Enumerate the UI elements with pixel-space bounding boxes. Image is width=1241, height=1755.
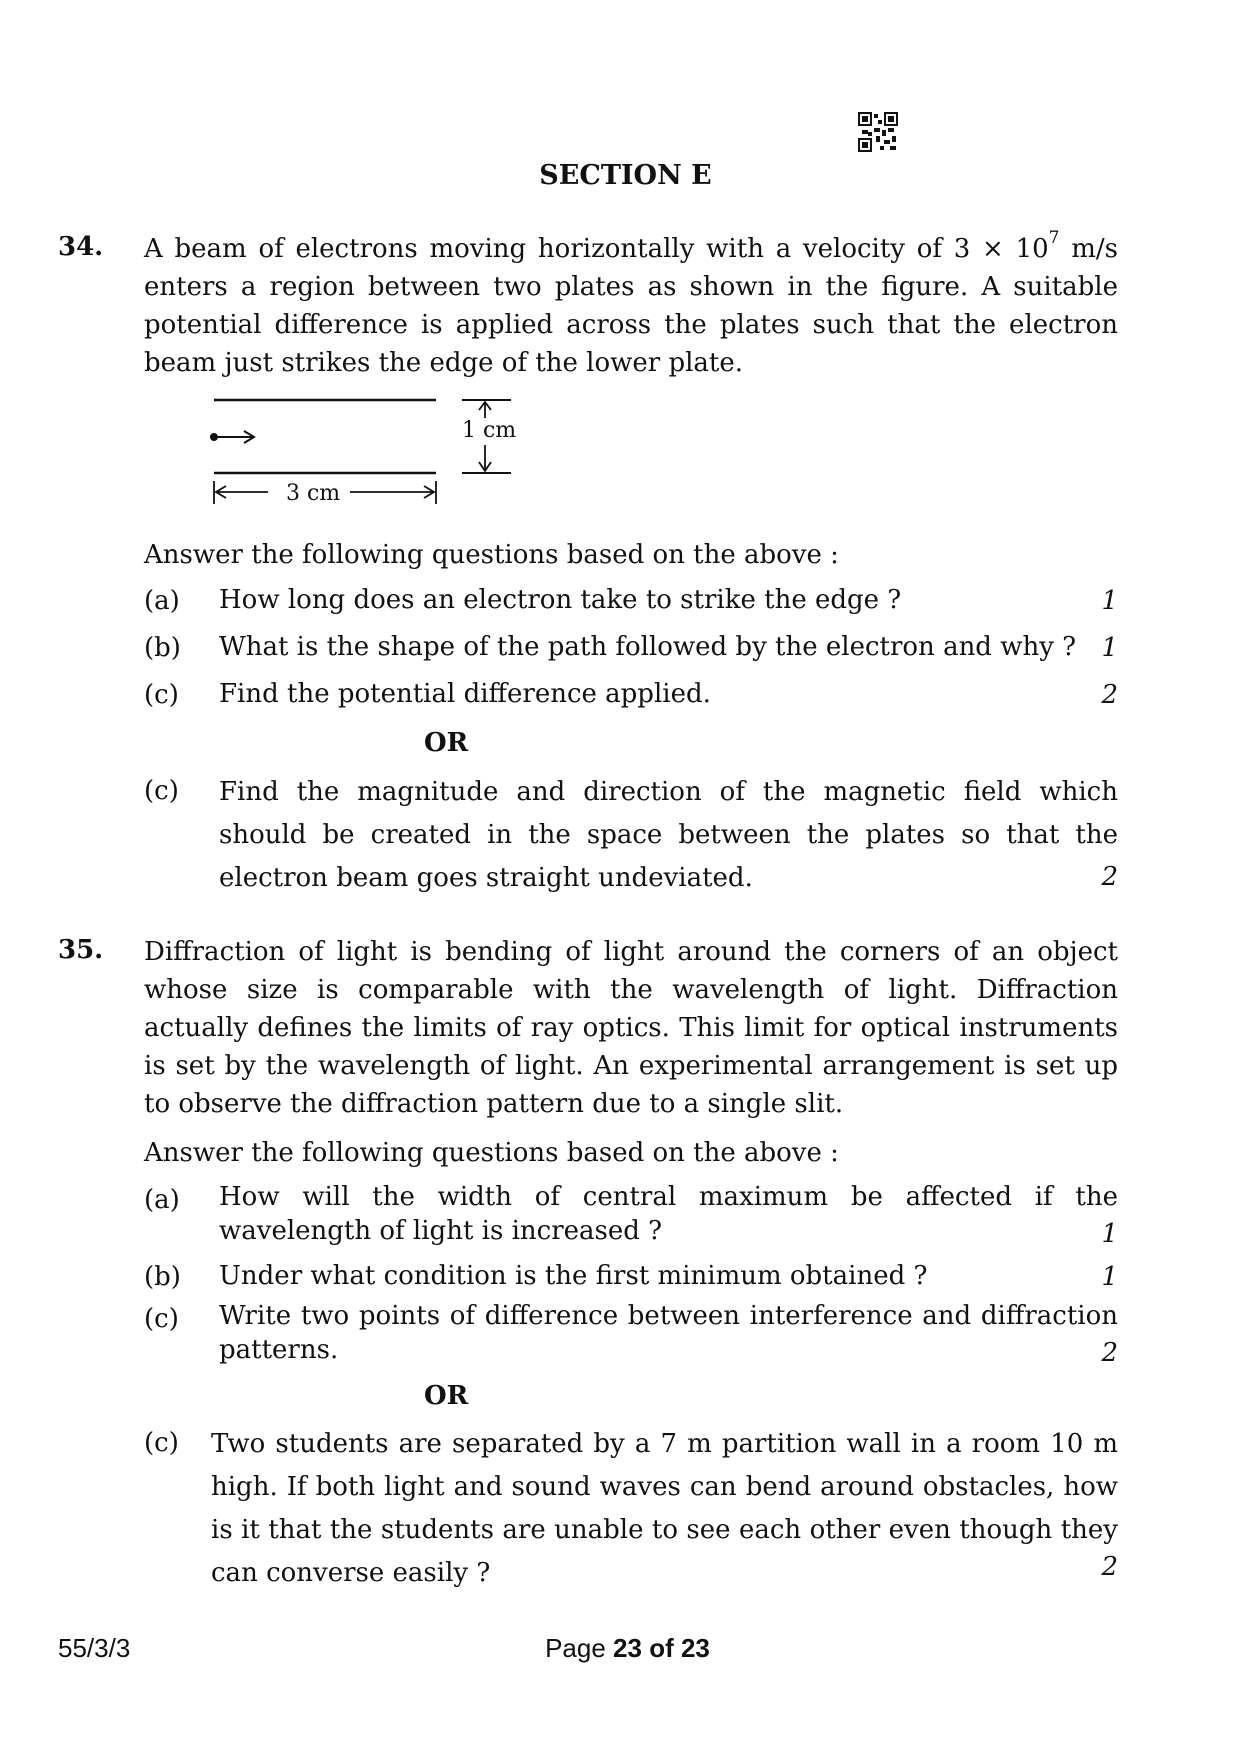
- question-34-line-1: A beam of electrons moving horizontally with a velocity of $3 \times 10^7$ m/s: [144, 228, 1118, 264]
- gap-label: 1 cm: [462, 418, 517, 443]
- part-text: Write two points of difference between interference and diffraction patterns.: [219, 1301, 1118, 1365]
- parallel-plates-figure: [200, 385, 540, 515]
- part-text: How will the width of central maximum be affected if the wavelength of light is increased ?: [219, 1182, 1118, 1246]
- alt-part-text: Two students are separated by a 7 m partition wall in a room 10 m high. If both light and sound waves can bend around obstacles, how is it that the students are unable to see each other even though they can converse easily ?: [211, 1429, 1118, 1588]
- question-number-34: 34.: [58, 232, 104, 262]
- part-label: (c): [144, 1304, 179, 1334]
- or-divider: OR: [424, 1381, 469, 1411]
- part-label: (c): [144, 1428, 179, 1458]
- question-35-intro: Answer the following questions based on the above :: [144, 1138, 839, 1168]
- part-text: Find the potential difference applied.: [219, 679, 711, 709]
- part-label: (c): [144, 680, 179, 710]
- section-title: SECTION E: [539, 160, 712, 191]
- part-label: (b): [144, 633, 181, 663]
- part-label: (a): [144, 586, 180, 616]
- question-34-line-4: beam just strikes the edge of the lower plate.: [144, 348, 744, 378]
- length-label: 3 cm: [286, 481, 341, 506]
- part-label: (a): [144, 1185, 180, 1215]
- part-mark: 2: [1101, 1552, 1118, 1582]
- part-text: Under what condition is the first minimum obtained ?: [219, 1261, 928, 1291]
- part-text: How long does an electron take to strike the edge ?: [219, 585, 902, 615]
- part-label: (b): [144, 1262, 181, 1292]
- part-text: What is the shape of the path followed by the electron and why ?: [219, 632, 1077, 662]
- question-34-line-2: enters a region between two plates as shown in the figure. A suitable: [144, 272, 1118, 302]
- alt-part-text: Find the magnitude and direction of the magnetic field which should be created in the space between the plates so that the electron beam goes straight undeviated.: [219, 777, 1118, 893]
- question-35-text: Diffraction of light is bending of light around the corners of an object whose size is comparable with the wavelength of light. Diffraction actually defines the limits of ray optics. This limit for optical instruments is set by the wavelength of light. An experimental arrangement is set up to observe the diffraction pattern due to a single slit.: [144, 937, 1118, 1119]
- part-mark: 1: [1101, 1219, 1118, 1249]
- part-mark: 1: [1101, 1262, 1118, 1292]
- paper-code: 55/3/3: [58, 1633, 131, 1663]
- question-34-intro: Answer the following questions based on the above :: [144, 540, 839, 570]
- question-34-text: [144, 230, 1118, 382]
- part-mark: 2: [1101, 1338, 1118, 1368]
- part-mark: 2: [1101, 862, 1118, 892]
- part-label: (c): [144, 776, 179, 806]
- or-divider: OR: [424, 728, 469, 758]
- part-mark: 1: [1101, 586, 1118, 616]
- question-number-35: 35.: [58, 935, 104, 965]
- part-mark: 1: [1101, 633, 1118, 663]
- question-34-line-3: potential difference is applied across the plates such that the electron: [144, 310, 1118, 340]
- qr-code-icon: [858, 112, 898, 152]
- page-number: Page 23 of 23: [545, 1633, 710, 1663]
- part-mark: 2: [1101, 680, 1118, 710]
